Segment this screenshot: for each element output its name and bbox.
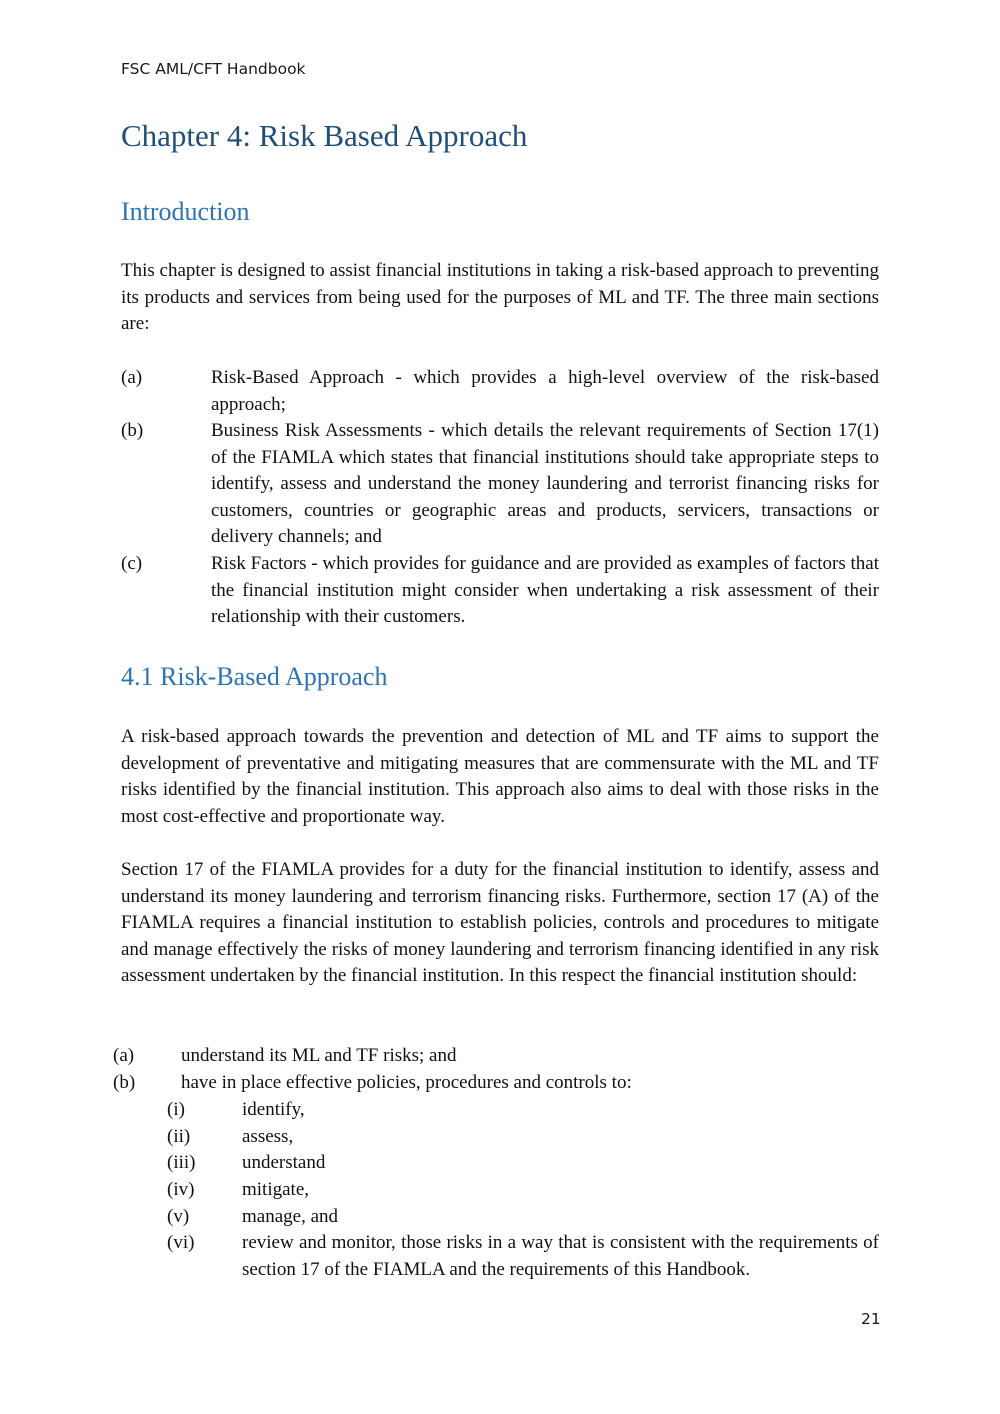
section-4-1-subitem-vi bbox=[167, 1230, 879, 1284]
section-4-1-item-b bbox=[113, 1070, 879, 1097]
list-marker: (iv) bbox=[167, 1179, 195, 1200]
running-header: FSC AML/CFT Handbook bbox=[121, 60, 306, 78]
section-4-1-paragraph-1: A risk-based approach towards the prevention and detection of ML and TF aims to support the development of preventative and mitigating measures that are commensurate with the ML and TF risks identified by the financial institution. This approach also aims to deal with those risks in the most cost-effective and proportionate way. bbox=[121, 726, 879, 827]
list-item-text: Risk Factors - which provides for guidance and are provided as examples of factors that the financial institution might consider when undertaking a risk assessment of their relationship with their customers. bbox=[211, 553, 879, 628]
introduction-paragraph: This chapter is designed to assist financial institutions in taking a risk-based approach to preventing its products and services from being used for the purposes of ML and TF. The three main sections are: bbox=[121, 260, 879, 335]
list-item-text: understand its ML and TF risks; and bbox=[181, 1045, 457, 1066]
list-item-text: identify, bbox=[242, 1099, 305, 1120]
introduction-item-b bbox=[121, 418, 879, 552]
section-4-1-subitem-v bbox=[167, 1204, 879, 1231]
list-marker: (ii) bbox=[167, 1126, 191, 1147]
list-item-text: mitigate, bbox=[242, 1179, 310, 1200]
introduction-item-c bbox=[121, 551, 879, 631]
list-marker: (a) bbox=[121, 367, 143, 388]
section-4-1-subitem-i bbox=[167, 1097, 879, 1124]
introduction-item-a bbox=[121, 365, 879, 419]
list-item-text: Risk-Based Approach - which provides a high-level overview of the risk-based approach; bbox=[211, 367, 879, 415]
list-marker: (v) bbox=[167, 1206, 190, 1227]
section-4-1-subitem-ii bbox=[167, 1124, 879, 1151]
list-marker: (iii) bbox=[167, 1152, 196, 1173]
section-4-1-item-a bbox=[113, 1043, 879, 1070]
list-marker: (a) bbox=[113, 1045, 135, 1066]
list-item-text: review and monitor, those risks in a way that is consistent with the requirements of section 17 of the FIAMLA and the requirements of this Handbook. bbox=[242, 1232, 879, 1280]
list-item-text: have in place effective policies, procedures and controls to: bbox=[181, 1072, 632, 1093]
section-4-1-heading: 4.1 Risk-Based Approach bbox=[121, 662, 388, 691]
list-item-text: assess, bbox=[242, 1126, 294, 1147]
section-4-1-subitem-iv bbox=[167, 1177, 879, 1204]
section-4-1-subitem-iii bbox=[167, 1150, 879, 1177]
list-marker: (b) bbox=[121, 420, 144, 441]
list-item-text: understand bbox=[242, 1152, 326, 1173]
section-4-1-paragraph-2: Section 17 of the FIAMLA provides for a duty for the financial institution to identify, assess and understand its money laundering and terrorism financing risks. Furthermore, section 17 (A) of the FIAMLA requires a financial institution to establish policies, controls and procedures to mitigate and manage effectively the risks of money laundering and terrorism financing identified in any risk assessment undertaken by the financial institution. In this respect the financial institution should: bbox=[121, 859, 879, 987]
list-item-text: Business Risk Assessments - which details the relevant requirements of Section 17(1) of the FIAMLA which states that financial institutions should take appropriate steps to identify, assess and understand the money laundering and terrorist financing risks for customers, countries or geographic areas and products, servicers, transactions or delivery channels; and bbox=[211, 420, 879, 548]
list-marker: (c) bbox=[121, 553, 143, 574]
list-marker: (vi) bbox=[167, 1232, 195, 1253]
list-marker: (b) bbox=[113, 1072, 136, 1093]
page-number: 21 bbox=[861, 1310, 881, 1328]
chapter-title: Chapter 4: Risk Based Approach bbox=[121, 118, 528, 153]
introduction-heading: Introduction bbox=[121, 197, 250, 226]
list-marker: (i) bbox=[167, 1099, 185, 1120]
list-item-text: manage, and bbox=[242, 1206, 339, 1227]
